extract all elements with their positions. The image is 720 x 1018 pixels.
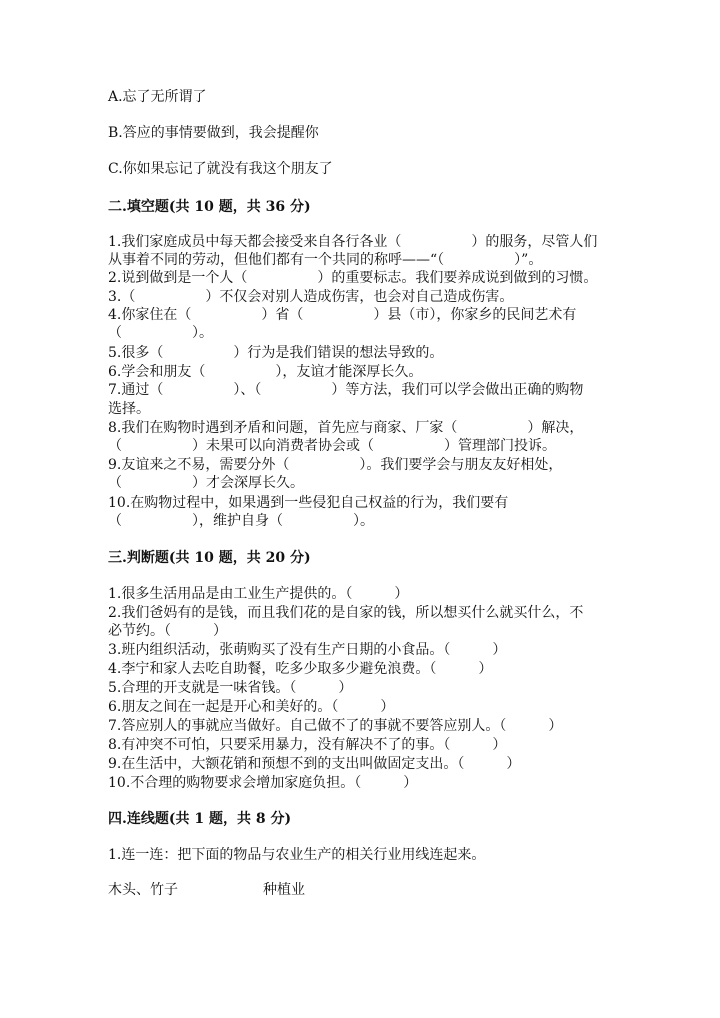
matching-question: 1.连一连：把下面的物品与农业生产的相关行业用线连起来。 xyxy=(108,847,486,863)
fill-blank-line: 9.友谊来之不易，需要分外（ ）。我们要学会与朋友友好相处， xyxy=(108,457,563,473)
true-false-line: 9.在生活中，大额花销和预想不到的支出叫做固定支出。（ ） xyxy=(108,756,521,772)
true-false-line: 7.答应别人的事就应当做好。自己做不了的事就不要答应别人。（ ） xyxy=(108,718,563,734)
section-heading-true-false: 三.判断题(共 10 题，共 20 分) xyxy=(108,550,311,566)
fill-blank-line: （ ），维护自身（ ）。 xyxy=(108,513,374,529)
matching-left-item: 木头、竹子 xyxy=(108,882,178,898)
true-false-line: 3.班内组织活动，张萌购买了没有生产日期的小食品。（ ） xyxy=(108,642,507,658)
section-heading-fill-blank: 二.填空题(共 10 题，共 36 分) xyxy=(108,199,311,215)
fill-blank-line: 10.在购物过程中，如果遇到一些侵犯自己权益的行为，我们要有 xyxy=(108,495,509,511)
true-false-line: 2.我们爸妈有的是钱，而且我们花的是自家的钱，所以想买什么就买什么，不 xyxy=(108,605,584,621)
option-c: C.你如果忘记了就没有我这个朋友了 xyxy=(108,161,333,177)
option-a: A.忘了无所谓了 xyxy=(108,89,207,105)
true-false-line: 4.李宁和家人去吃自助餐，吃多少取多少避免浪费。（ ） xyxy=(108,661,493,677)
fill-blank-line: （ ）才会深厚长久。 xyxy=(108,475,304,491)
fill-blank-line: 5.很多（ ）行为是我们错误的想法导致的。 xyxy=(108,345,444,361)
option-b: B.答应的事情要做到，我会提醒你 xyxy=(108,125,319,141)
matching-right-item: 种植业 xyxy=(263,882,305,898)
fill-blank-line: （ ）。 xyxy=(108,325,213,341)
fill-blank-line: （ ）未果可以向消费者协会或（ ）管理部门投诉。 xyxy=(108,438,556,454)
fill-blank-line: 1.我们家庭成员中每天都会接受来自各行各业（ ）的服务，尽管人们 xyxy=(108,234,598,250)
true-false-line: 5.合理的开支就是一味省钱。（ ） xyxy=(108,680,353,696)
true-false-line: 1.很多生活用品是由工业生产提供的。（ ） xyxy=(108,586,409,602)
fill-blank-line: 3.（ ）不仅会对别人造成伤害，也会对自己造成伤害。 xyxy=(108,289,514,305)
section-heading-matching: 四.连线题(共 1 题，共 8 分) xyxy=(108,811,292,827)
true-false-line: 6.朋友之间在一起是开心和美好的。（ ） xyxy=(108,699,395,715)
fill-blank-line: 从事着不同的劳动，但他们都有一个共同的称呼——“（ ）”。 xyxy=(108,252,543,268)
fill-blank-line: 8.我们在购物时遇到矛盾和问题，首先应与商家、厂家（ ）解决， xyxy=(108,420,584,436)
fill-blank-line: 2.说到做到是一个人（ ）的重要标志。我们要养成说到做到的习惯。 xyxy=(108,270,598,286)
true-false-line: 8.有冲突不可怕，只要采用暴力，没有解决不了的事。（ ） xyxy=(108,737,507,753)
fill-blank-line: 选择。 xyxy=(108,401,150,417)
fill-blank-line: 4.你家住在（ ）省（ ）县（市），你家乡的民间艺术有 xyxy=(108,307,577,323)
fill-blank-line: 6.学会和朋友（ ），友谊才能深厚长久。 xyxy=(108,364,423,380)
fill-blank-line: 7.通过（ ）、（ ）等方法，我们可以学会做出正确的购物 xyxy=(108,382,584,398)
true-false-line: 必节约。（ ） xyxy=(108,623,227,639)
true-false-line: 10.不合理的购物要求会增加家庭负担。（ ） xyxy=(108,775,418,791)
